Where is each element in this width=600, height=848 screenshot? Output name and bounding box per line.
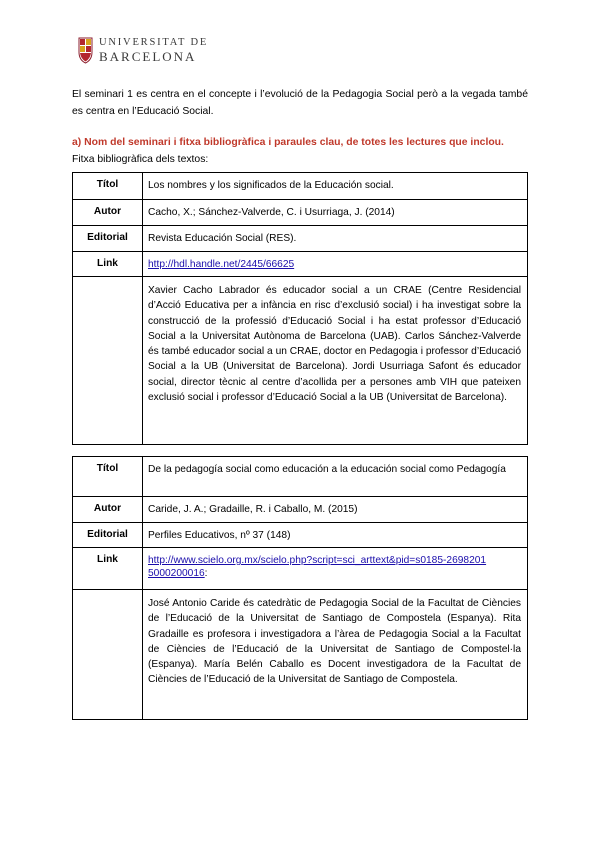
table-row-author: [73, 200, 528, 226]
table-row-title: [73, 173, 528, 200]
label-autor: Autor: [73, 200, 143, 226]
table-row-author: [73, 497, 528, 523]
label-editorial: Editorial: [73, 226, 143, 252]
table-row-link: [73, 252, 528, 277]
bibliography-table-1: [72, 172, 528, 445]
record-1-autor: Cacho, X.; Sánchez-Valverde, C. i Usurriaga, J. (2014): [143, 200, 528, 226]
record-2-bio: José Antonio Caride és catedràtic de Pedagogia Social de la Facultat de Ciències de l’Educació de la Universitat de Santiago de Compostela (Espanya). Rita Gradaille es profesora i investigadora a l’àrea de Pedagogia Social a la Facultat de Ciències de l’Educació de la Universitat de Santiago de Compostel·la (Espanya). María Belén Caballo es Docent investigadora de la Facultat de Ciències de l’Educació de la Universitat de Santiago de Compostela.: [143, 590, 528, 720]
fitxa-label: Fitxa bibliogràfica dels textos:: [72, 154, 209, 165]
logo-line-1: UNIVERSITAT DE: [99, 36, 209, 48]
section-heading: a) Nom del seminari i fitxa bibliogràfica i paraules clau, de totes les lectures que inclou.: [72, 137, 504, 148]
label-titol: Títol: [73, 457, 143, 497]
label-autor: Autor: [73, 497, 143, 523]
record-1-bio: Xavier Cacho Labrador és educador social a un CRAE (Centre Residencial d’Acció Educativa per a infància en risc d’exclusió social) i ha investigat sobre la construcció de la professió d’Educació Social i ha estat professor d’Educació Social a la Universitat Autònoma de Barcelona (UAB). Carlos Sánchez-Valverde és també educador social a un CRAE, doctor en Pedagogia i professor d’Educació Social a la UB (Universitat de Barcelona). Jordi Usurriaga Safont és educador social, director tècnic al centre d’acollida per a persones amb VIH que pateixen exclusió social i professor d’Educació Social a la UB (Universitat de Barcelona).: [143, 277, 528, 445]
record-2-editorial: Perfiles Educativos, nº 37 (148): [143, 523, 528, 548]
record-2-link[interactable]: http://www.scielo.org.mx/scielo.php?script=sci_arttext&pid=s0185-2698201 5000200016: [148, 555, 487, 579]
empty-label-cell: [73, 277, 143, 445]
label-link: Link: [73, 252, 143, 277]
table-row-editorial: [73, 226, 528, 252]
label-editorial: Editorial: [73, 523, 143, 548]
record-1-editorial: Revista Educación Social (RES).: [143, 226, 528, 252]
label-titol: Títol: [73, 173, 143, 200]
record-2-autor: Caride, J. A.; Gradaille, R. i Caballo, M. (2015): [143, 497, 528, 523]
record-1-titol: Los nombres y los significados de la Educación social.: [143, 173, 528, 200]
university-logo: [78, 37, 208, 64]
label-link: Link: [73, 548, 143, 590]
table-row-title: [73, 457, 528, 497]
table-row-editorial: [73, 523, 528, 548]
logo-line-2: BARCELONA: [99, 49, 197, 65]
bibliography-table-2: [72, 456, 528, 720]
record-2-titol: De la pedagogía social como educación a la educación social como Pedagogía: [143, 457, 528, 497]
link-suffix: :: [204, 568, 208, 579]
table-row-link: [73, 548, 528, 590]
record-1-link[interactable]: http://hdl.handle.net/2445/66625: [148, 259, 295, 270]
empty-label-cell: [73, 590, 143, 720]
table-row-bio: [73, 590, 528, 720]
intro-paragraph: El seminari 1 es centra en el concepte i l’evolució de la Pedagogia Social però a la vegada també es centra en l’Educació Social.: [72, 89, 528, 117]
university-crest-icon: [78, 37, 93, 64]
table-row-bio: [73, 277, 528, 445]
